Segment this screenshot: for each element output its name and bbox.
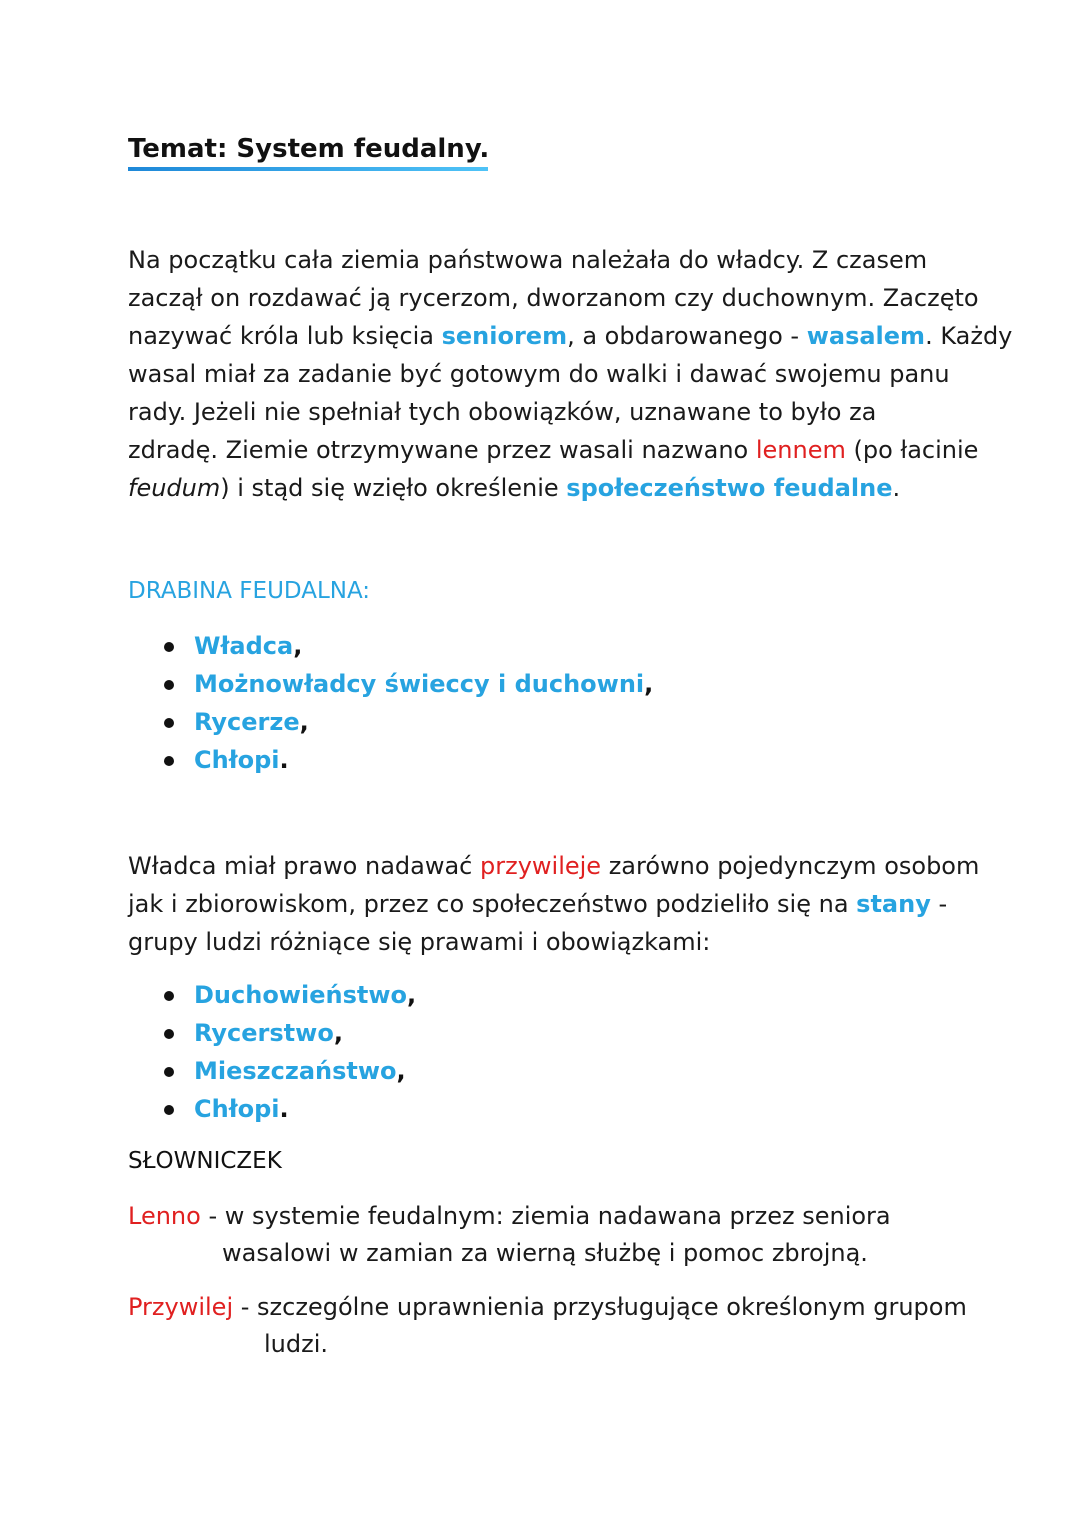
term-wasal: wasalem: [806, 322, 926, 350]
intro-text: Na początku cała ziemia państwowa należała do władcy. Z czasem: [128, 246, 928, 274]
title-underline: [128, 167, 488, 171]
list-item: [160, 741, 653, 779]
term-feudum: feudum: [128, 474, 221, 502]
list-item-punct: ,: [293, 632, 303, 660]
intro-text: zaczął on rozdawać ją rycerzom, dworzanom czy duchownym. Zaczęto: [128, 284, 979, 312]
bullet-icon: [164, 991, 174, 1001]
list-item: [160, 665, 653, 703]
glossary-line: [128, 1235, 891, 1272]
privileges-line: [128, 847, 980, 885]
list-item-label: Rycerstwo: [194, 1019, 334, 1047]
glossary-sep: -: [233, 1293, 258, 1321]
bullet-icon: [164, 718, 174, 728]
term-lenno: lennem: [755, 436, 846, 464]
intro-text: (po łacinie: [845, 436, 979, 464]
glossary-heading: SŁOWNICZEK: [128, 1148, 282, 1174]
list-item-punct: .: [279, 746, 289, 774]
glossary-line: [128, 1198, 891, 1235]
ladder-heading: DRABINA FEUDALNA:: [128, 578, 371, 604]
bullet-icon: [164, 756, 174, 766]
list-item-label: Możnowładcy świeccy i duchowni: [194, 670, 645, 698]
intro-text: . Każdy: [925, 322, 1013, 350]
intro-text: rady. Jeżeli nie spełniał tych obowiązków, uznawane to było za: [128, 398, 877, 426]
term-przywileje: przywileje: [480, 852, 602, 880]
list-item-punct: ,: [396, 1057, 406, 1085]
glossary-definition: w systemie feudalnym: ziemia nadawana przez seniora: [224, 1202, 891, 1230]
list-item-punct: ,: [299, 708, 309, 736]
list-item: [160, 1052, 416, 1090]
intro-text: .: [892, 474, 901, 502]
privileges-line: [128, 885, 958, 923]
bullet-icon: [164, 1105, 174, 1115]
list-item: [160, 976, 416, 1014]
privileges-text: jak i zbiorowiskom, przez co społeczeństwo podzieliło się na: [128, 890, 857, 918]
list-item: [160, 1014, 416, 1052]
list-item-label: Chłopi: [194, 746, 280, 774]
privileges-paragraph: [128, 847, 980, 961]
privileges-text: grupy ludzi różniące się prawami i obowiązkami:: [128, 928, 711, 956]
glossary-line: [128, 1289, 967, 1326]
list-item: [160, 703, 653, 741]
glossary-entry-przywilej: [128, 1289, 967, 1363]
term-stany: stany: [856, 890, 931, 918]
intro-text: nazywać króla lub księcia: [128, 322, 442, 350]
glossary-term: Lenno: [128, 1202, 201, 1230]
list-item-label: Władca: [194, 632, 294, 660]
intro-text: ) i stąd się wzięło określenie: [220, 474, 567, 502]
privileges-line: [128, 923, 958, 961]
intro-text: , a obdarowanego -: [567, 322, 807, 350]
list-item: [160, 1090, 416, 1128]
list-item-label: Chłopi: [194, 1095, 280, 1123]
page-title: Temat: System feudalny.: [128, 134, 490, 164]
privileges-text: zarówno pojedynczym osobom: [601, 852, 980, 880]
intro-text: wasal miał za zadanie być gotowym do walki i dawać swojemu panu: [128, 360, 950, 388]
intro-line: [128, 469, 958, 507]
bullet-icon: [164, 1029, 174, 1039]
glossary-term: Przywilej: [128, 1293, 234, 1321]
list-item-punct: ,: [644, 670, 654, 698]
glossary-definition: szczególne uprawnienia przysługujące określonym grupom: [257, 1293, 967, 1321]
intro-line: [128, 355, 958, 393]
intro-line: [128, 317, 1013, 355]
list-item: [160, 627, 653, 665]
intro-text: zdradę. Ziemie otrzymywane przez wasali nazwano: [128, 436, 756, 464]
intro-line: [128, 431, 979, 469]
feudal-ladder-list: [160, 627, 653, 779]
term-feudal-society: społeczeństwo feudalne: [566, 474, 893, 502]
intro-line: [128, 241, 958, 279]
term-senior: seniorem: [441, 322, 568, 350]
intro-paragraph: [128, 241, 1013, 507]
intro-line: [128, 279, 979, 317]
bullet-icon: [164, 680, 174, 690]
list-item-label: Duchowieństwo: [194, 981, 407, 1009]
bullet-icon: [164, 642, 174, 652]
list-item-punct: ,: [407, 981, 417, 1009]
glossary-sep: -: [200, 1202, 225, 1230]
glossary-entry-lenno: [128, 1198, 891, 1272]
glossary-line: [128, 1326, 967, 1363]
intro-line: [128, 393, 958, 431]
list-item-punct: .: [279, 1095, 289, 1123]
bullet-icon: [164, 1067, 174, 1077]
list-item-label: Mieszczaństwo: [194, 1057, 397, 1085]
list-item-punct: ,: [333, 1019, 343, 1047]
list-item-label: Rycerze: [194, 708, 300, 736]
glossary-definition: wasalowi w zamian za wierną służbę i pomoc zbrojną.: [222, 1239, 868, 1267]
privileges-text: -: [930, 890, 948, 918]
estates-list: [160, 976, 416, 1128]
privileges-text: Władca miał prawo nadawać: [128, 852, 480, 880]
glossary-definition: ludzi.: [264, 1330, 329, 1358]
